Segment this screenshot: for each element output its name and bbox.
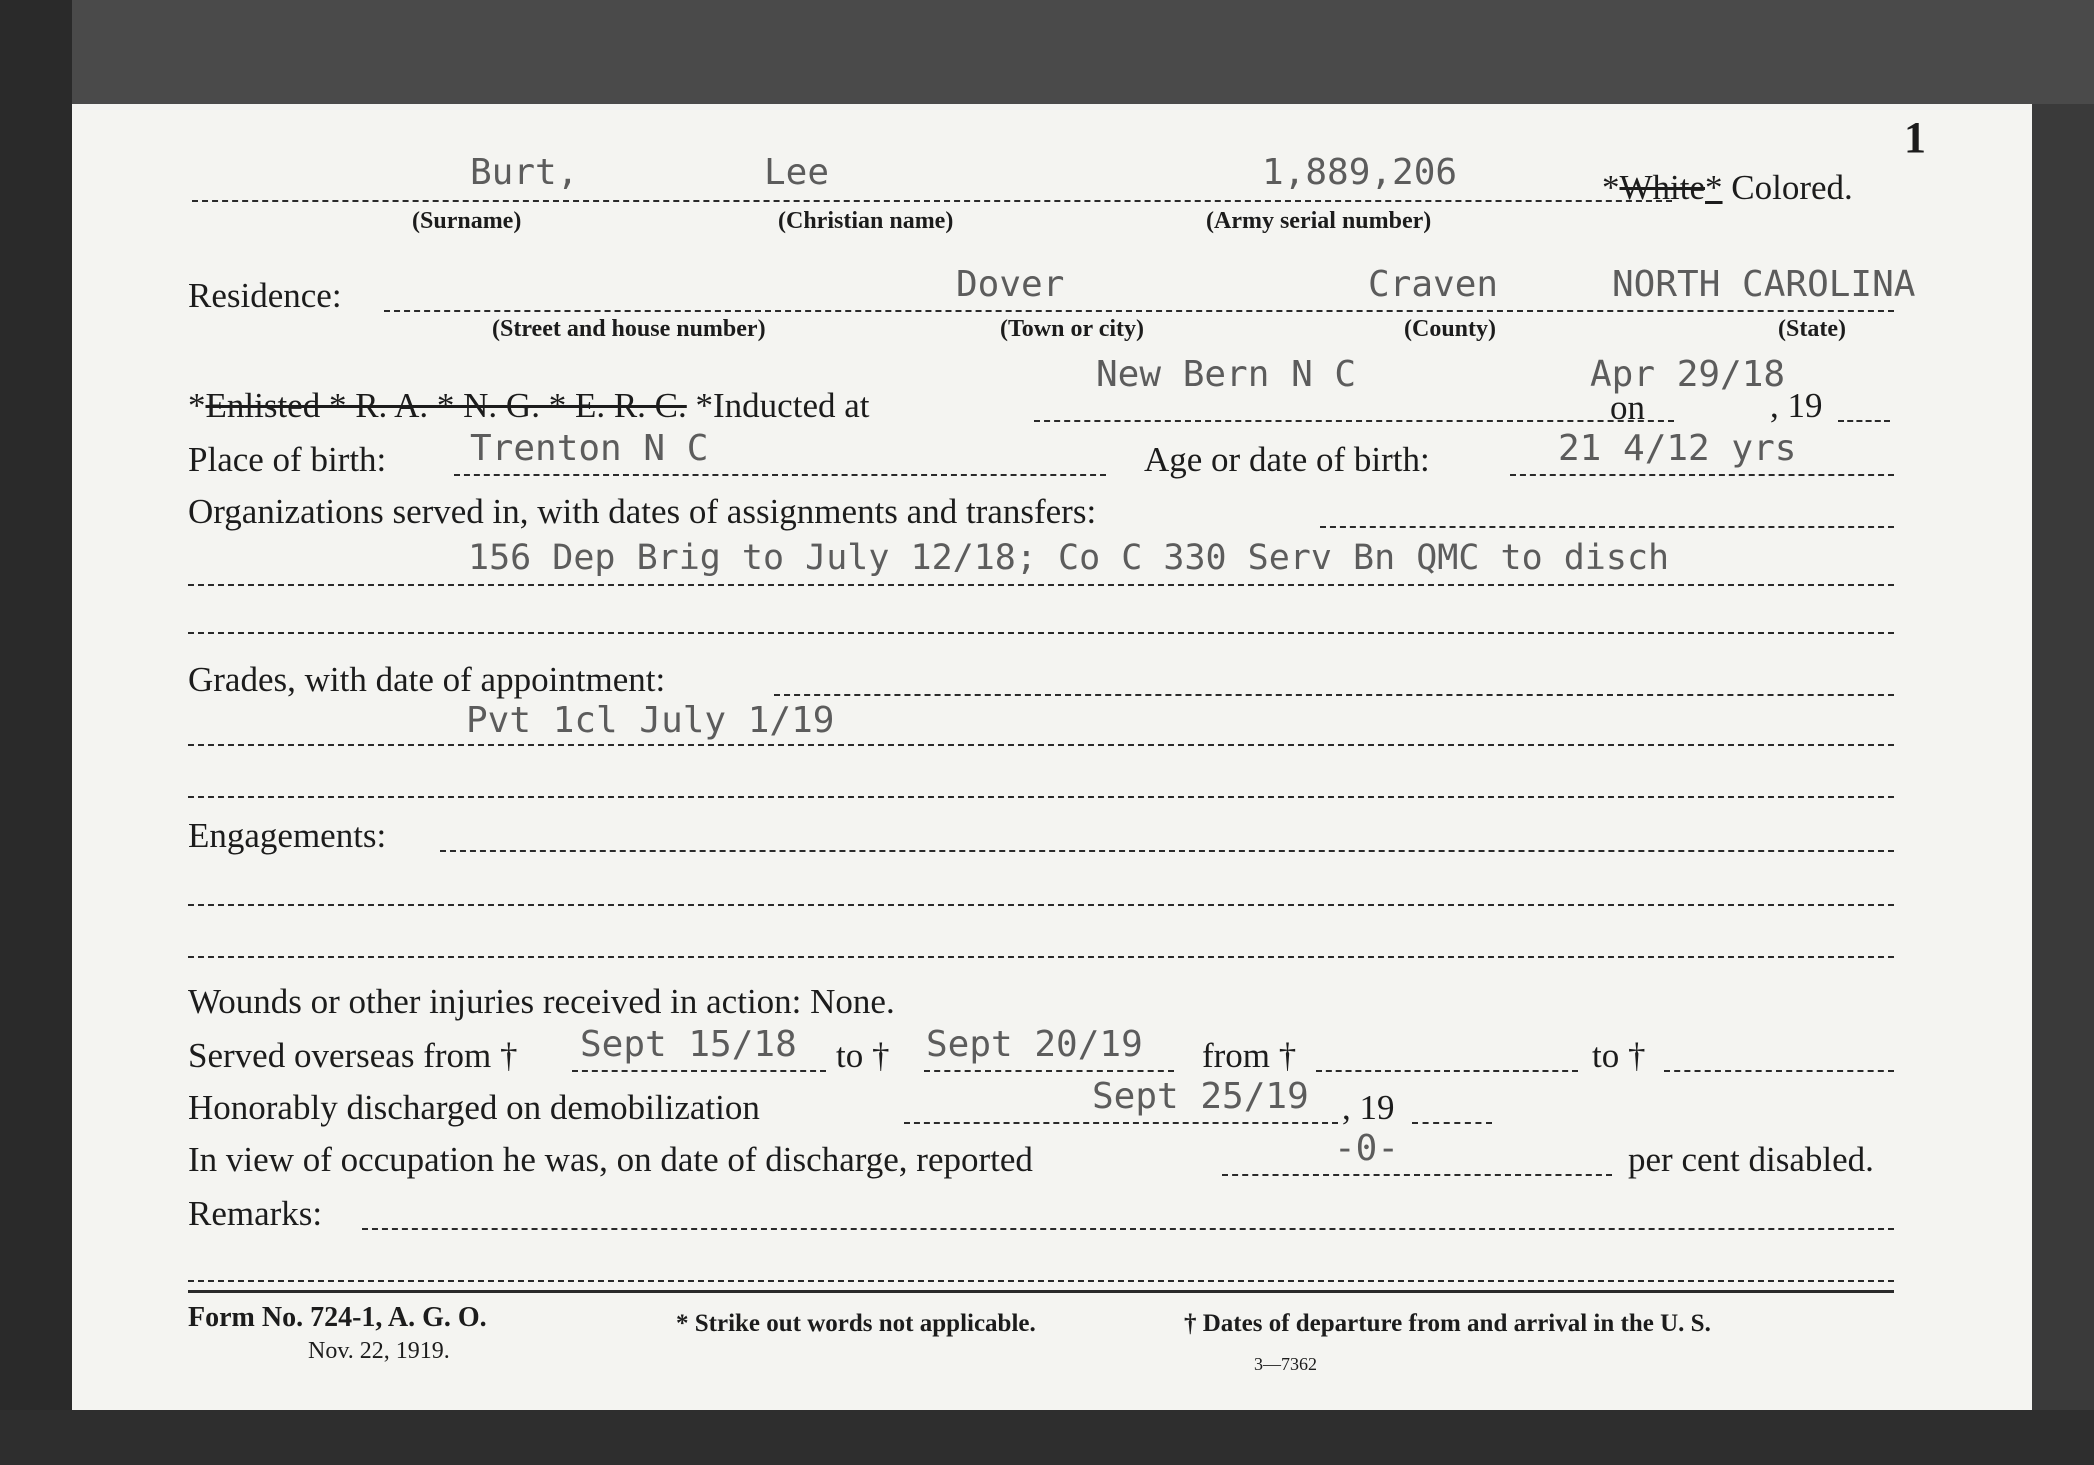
inducted-date-value: Apr 29/18	[1590, 354, 1786, 395]
served-to-line	[924, 1070, 1174, 1072]
inducted-label: *Inducted at	[695, 386, 870, 425]
town-value: Dover	[956, 264, 1065, 305]
engagements-line-1	[440, 850, 1894, 852]
colored-label: Colored.	[1731, 168, 1853, 207]
enlistment-type: *Enlisted * R. A. * N. G. * E. R. C. *Inducted at	[188, 386, 870, 425]
inducted-year-suffix: , 19	[1770, 386, 1823, 425]
served-to-value: Sept 20/19	[926, 1024, 1143, 1065]
discharged-label: Honorably discharged on demobilization	[188, 1088, 760, 1127]
birth-place-label: Place of birth:	[188, 440, 387, 479]
serial-caption: (Army serial number)	[1206, 208, 1432, 234]
residence-label: Residence:	[188, 276, 342, 315]
card-number: 1	[1904, 113, 1926, 162]
name-line	[192, 200, 1672, 202]
christian-name-value: Lee	[764, 152, 830, 193]
organizations-label: Organizations served in, with dates of assignments and transfers:	[188, 492, 1097, 531]
organizations-value: 156 Dep Brig to July 12/18; Co C 330 Serv Bn QMC to disch	[468, 538, 1670, 578]
remarks-line-1	[362, 1228, 1894, 1230]
remarks-line-2	[188, 1280, 1894, 1282]
age-value: 21 4/12 yrs	[1558, 428, 1797, 469]
surname-caption: (Surname)	[412, 208, 522, 234]
engagements-line-2	[188, 904, 1894, 906]
state-caption: (State)	[1778, 316, 1846, 342]
inducted-year-line	[1838, 420, 1890, 422]
enlisted-struck: Enlisted * R. A. * N. G. * E. R. C.	[205, 386, 687, 425]
county-value: Craven	[1368, 264, 1499, 305]
second-to-line	[1664, 1070, 1894, 1072]
disabled-value: -0-	[1334, 1128, 1400, 1169]
served-overseas-label: Served overseas from †	[188, 1036, 518, 1075]
engagements-label: Engagements:	[188, 816, 387, 855]
grades-value: Pvt 1cl July 1/19	[466, 700, 835, 741]
discharge-date-line	[904, 1122, 1338, 1124]
disabled-line	[1222, 1174, 1612, 1176]
occupation-label: In view of occupation he was, on date of discharge, reported	[188, 1140, 1033, 1179]
discharge-year-suffix: , 19	[1342, 1088, 1395, 1127]
second-to-label: to †	[1592, 1036, 1646, 1075]
footnote-dates: † Dates of departure from and arrival in the U. S.	[1184, 1310, 1711, 1337]
age-line	[1510, 474, 1894, 476]
scan-background-left	[0, 0, 72, 1465]
inducted-place-value: New Bern N C	[1096, 354, 1357, 395]
service-record-card	[72, 104, 2032, 1410]
grades-line-2	[188, 744, 1894, 746]
state-value: NORTH CAROLINA	[1612, 264, 1916, 305]
print-code: 3—7362	[1254, 1354, 1317, 1374]
footer-rule	[188, 1290, 1894, 1293]
inducted-place-line	[1034, 420, 1674, 422]
grades-line-1	[774, 694, 1894, 696]
race-options: *White* Colored.	[1602, 168, 1853, 207]
wounds-label: Wounds or other injuries received in action: None.	[188, 982, 895, 1021]
second-from-line	[1316, 1070, 1578, 1072]
organizations-line-1	[1320, 526, 1894, 528]
served-from-value: Sept 15/18	[580, 1024, 797, 1065]
served-to-label: to †	[836, 1036, 890, 1075]
scan-background-top	[0, 0, 2094, 104]
organizations-line-2	[188, 584, 1894, 586]
footnote-strike-out: * Strike out words not applicable.	[676, 1310, 1036, 1337]
remarks-label: Remarks:	[188, 1194, 323, 1233]
form-date: Nov. 22, 1919.	[308, 1338, 450, 1364]
engagements-line-3	[188, 956, 1894, 958]
on-label: on	[1610, 388, 1645, 427]
grades-line-3	[188, 796, 1894, 798]
street-caption: (Street and house number)	[492, 316, 766, 342]
county-caption: (County)	[1404, 316, 1497, 342]
age-label: Age or date of birth:	[1144, 440, 1430, 479]
served-from-line	[572, 1070, 826, 1072]
surname-value: Burt,	[470, 152, 579, 193]
town-caption: (Town or city)	[1000, 316, 1144, 342]
discharge-year-line	[1412, 1122, 1492, 1124]
serial-number-value: 1,889,206	[1262, 152, 1458, 193]
wounds-value: None.	[810, 982, 895, 1021]
organizations-line-3	[188, 632, 1894, 634]
disabled-suffix: per cent disabled.	[1628, 1140, 1874, 1179]
scan-background-bottom	[0, 1410, 2094, 1465]
discharge-date-value: Sept 25/19	[1092, 1076, 1309, 1117]
form-number: Form No. 724-1, A. G. O.	[188, 1302, 487, 1333]
second-from-label: from †	[1202, 1036, 1297, 1075]
birth-place-line	[454, 474, 1106, 476]
birth-place-value: Trenton N C	[470, 428, 709, 469]
christian-name-caption: (Christian name)	[778, 208, 954, 234]
grades-label: Grades, with date of appointment:	[188, 660, 666, 699]
residence-line	[384, 310, 1894, 312]
white-label: White	[1619, 168, 1706, 207]
